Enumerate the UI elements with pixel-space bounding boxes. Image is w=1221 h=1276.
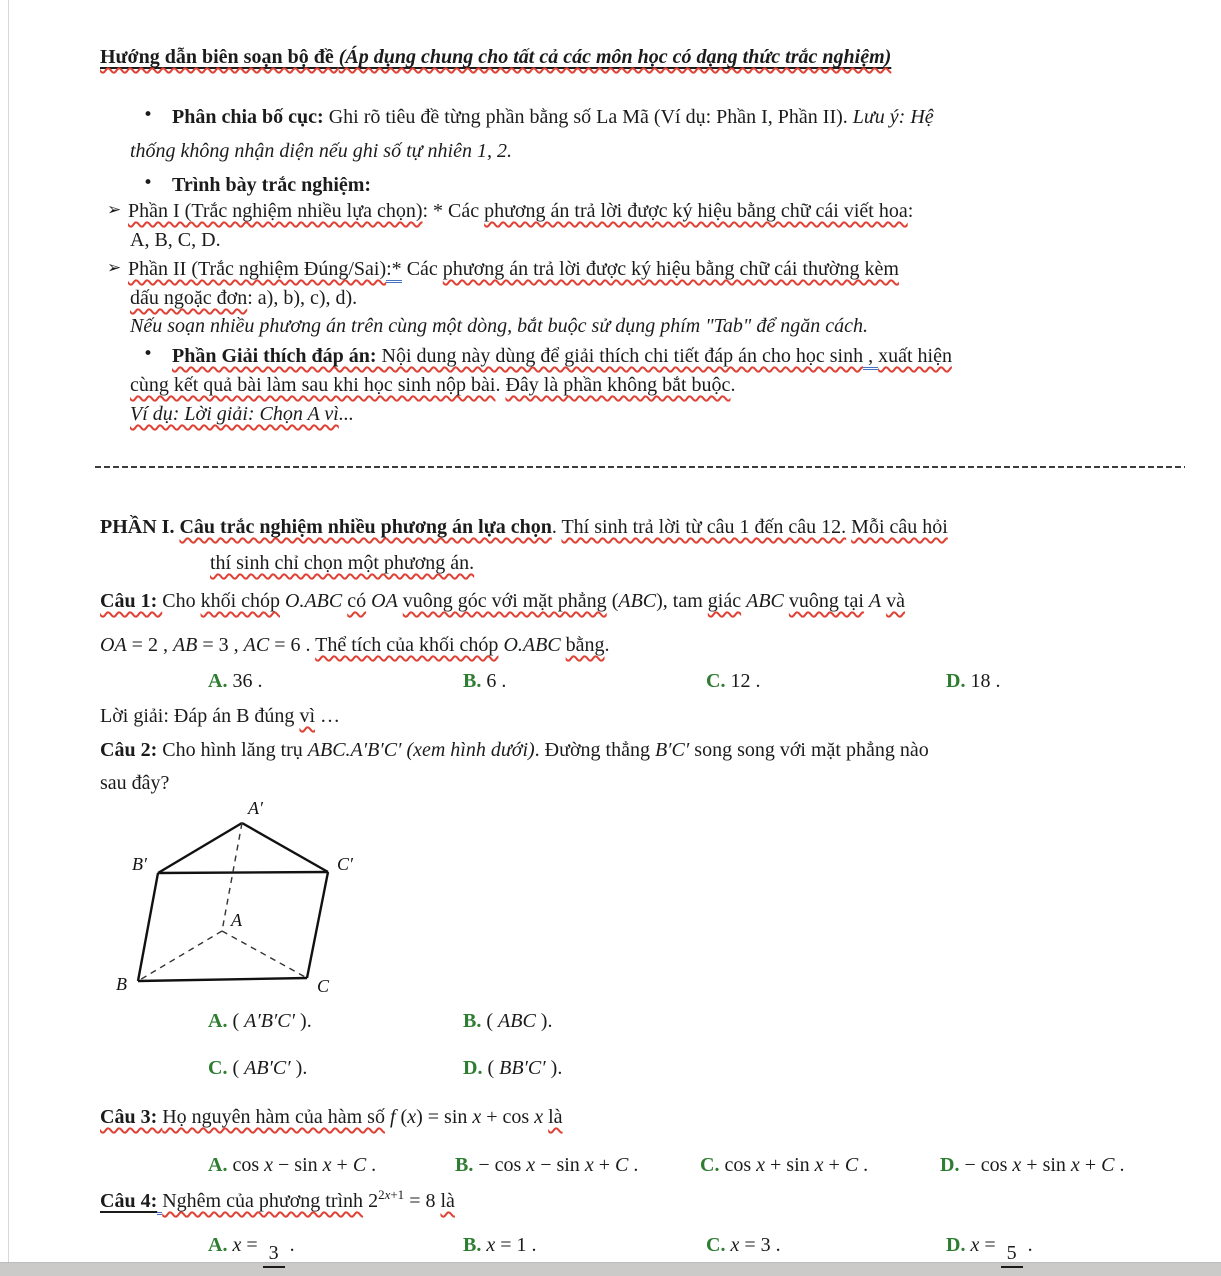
text-segment: = <box>241 1234 263 1256</box>
text-segment: ( <box>487 1057 500 1079</box>
text-segment: C. <box>706 670 731 692</box>
text-segment: Ví dụ: Lời giải: Chọn A vì <box>130 403 339 425</box>
text-segment: ). <box>295 1010 312 1032</box>
text-segment: Thí sinh trả lời từ câu 1 đến câu 12. <box>561 516 847 538</box>
prism-solid-edge <box>307 872 328 978</box>
text-segment: ). <box>535 1010 553 1032</box>
text-segment: bằng <box>565 634 605 656</box>
text-segment: xuất hiện <box>878 345 952 367</box>
part2-item-line2 <box>130 285 357 311</box>
text-segment: cos <box>724 1154 757 1176</box>
text-segment: AB′C′ <box>244 1057 291 1079</box>
text-segment: BB′C′ <box>499 1057 546 1079</box>
text-segment: ( <box>232 1010 245 1032</box>
text-segment: :* <box>386 258 402 283</box>
text-segment: Trình bày trắc nghiệm: <box>172 174 372 196</box>
text-segment: . Đường thẳng <box>534 739 655 761</box>
text-segment: . <box>1114 1154 1125 1176</box>
text-segment: C <box>614 1154 629 1176</box>
text-segment: giác <box>707 590 742 612</box>
text-segment: 18 . <box>970 670 1001 692</box>
q1-option-c <box>706 668 760 694</box>
text-segment: Đây là phần không bắt buộc <box>505 374 731 396</box>
text-segment: : a), b), c), d). <box>247 287 358 309</box>
q1-option-b <box>463 668 506 694</box>
text-segment: cùng kết quả bài làm sau khi học sinh nộp bài <box>130 374 496 396</box>
text-segment: . <box>604 634 610 656</box>
text-segment: 2 <box>363 1190 379 1212</box>
window-bottom-bar <box>0 1262 1221 1276</box>
text-segment: x <box>486 1234 496 1256</box>
text-segment: x <box>526 1154 536 1176</box>
text-segment: A′B′C′ <box>244 1010 296 1032</box>
q3-option-c <box>700 1152 868 1178</box>
text-segment: x <box>584 1154 594 1176</box>
text-segment: Phần Giải thích đáp án: <box>172 345 382 367</box>
text-segment: A <box>868 590 882 612</box>
text-segment: A, B, C, D. <box>130 229 221 251</box>
text-segment: ). <box>545 1057 563 1079</box>
text-segment: AC <box>243 634 270 656</box>
text-segment: Các <box>401 258 443 280</box>
prism-figure-holder <box>100 798 370 1008</box>
text-segment: ). <box>290 1057 308 1079</box>
text-segment: C. <box>208 1057 233 1079</box>
text-segment: − sin <box>535 1154 585 1176</box>
text-segment: A. <box>208 1154 233 1176</box>
part1-item-line1 <box>128 198 913 224</box>
prism-dashed-edge <box>222 931 307 978</box>
prism-solid-edge <box>158 823 242 873</box>
text-segment: = 3 . <box>739 1234 781 1256</box>
text-segment: OA <box>371 590 398 612</box>
text-segment: C. <box>706 1234 731 1256</box>
text-segment: B. <box>463 670 487 692</box>
text-segment: … <box>315 705 340 727</box>
text-segment: = 1 . <box>495 1234 537 1256</box>
text-segment: AB <box>172 634 198 656</box>
text-segment: . <box>495 374 506 396</box>
text-segment: . <box>730 374 736 396</box>
q4-option-c <box>706 1232 781 1258</box>
example-line <box>130 401 354 427</box>
q2-option-a <box>208 1008 312 1034</box>
text-segment: = 3 , <box>197 634 244 656</box>
text-segment: . <box>366 1154 377 1176</box>
text-segment: + <box>823 1154 845 1176</box>
text-segment: = <box>979 1234 1001 1256</box>
text-segment: • <box>143 173 154 193</box>
text-segment: O.ABC <box>285 590 343 612</box>
vertex-label: B <box>116 974 127 994</box>
text-segment: là <box>440 1190 455 1212</box>
question4-line1 <box>100 1188 455 1214</box>
dashed-separator <box>95 466 1185 468</box>
text-segment: ( <box>486 1010 499 1032</box>
text-segment: B. <box>463 1234 487 1256</box>
text-segment: x <box>232 1234 242 1256</box>
text-segment: ), tam <box>656 590 708 612</box>
text-segment: 12 . <box>730 670 761 692</box>
text-segment: f <box>389 1106 401 1128</box>
text-segment: khối chóp <box>200 590 281 612</box>
text-segment: Câu trắc nghiệm nhiều phương án lựa chọn <box>179 516 552 538</box>
text-segment: = 6 . <box>269 634 316 656</box>
text-segment: 36 . <box>232 670 263 692</box>
text-segment: C <box>352 1154 367 1176</box>
text-segment: ➢ <box>107 258 122 278</box>
q3-option-d <box>940 1152 1124 1178</box>
text-segment: x <box>384 1187 391 1202</box>
text-segment: x <box>1070 1154 1080 1176</box>
bullet-dot-3 <box>143 341 153 367</box>
text-segment: A. <box>208 1010 233 1032</box>
text-segment: và <box>886 590 905 612</box>
bullet2-line1 <box>172 172 371 198</box>
q2-option-c <box>208 1055 307 1081</box>
question1-line1 <box>100 588 905 614</box>
text-segment: C. <box>700 1154 725 1176</box>
text-segment: Nếu soạn nhiều phương án trên cùng một dòng, bắt buộc sử dụng phím "Tab" để ngăn cách. <box>130 315 868 337</box>
text-segment: + cos <box>481 1106 535 1128</box>
text-segment: − sin <box>273 1154 323 1176</box>
text-segment: x <box>1012 1154 1022 1176</box>
q3-option-a <box>208 1152 376 1178</box>
text-segment: Lời giải: Đáp án B đúng <box>100 705 300 727</box>
text-segment: thí sinh chỉ chọn một phương án. <box>210 552 475 574</box>
triangular-prism-figure <box>100 798 370 1003</box>
text-segment: cos <box>232 1154 265 1176</box>
text-segment: + sin <box>1021 1154 1071 1176</box>
text-segment: = 8 <box>404 1190 441 1212</box>
bullet3-line1 <box>172 343 952 369</box>
text-segment: + <box>593 1154 615 1176</box>
q1-option-d <box>946 668 1000 694</box>
text-segment: Nghêm của phương trình <box>162 1190 364 1212</box>
text-segment: . <box>858 1154 869 1176</box>
q3-option-b <box>455 1152 638 1178</box>
arrow-marker-1 <box>107 197 121 223</box>
text-segment: Câu 1: <box>100 590 163 612</box>
q4-option-a <box>208 1232 295 1268</box>
text-segment: x <box>264 1154 274 1176</box>
text-segment: ... <box>338 403 354 425</box>
text-segment: thống không nhận diện nếu ghi số tự nhiên 1, 2. <box>130 140 512 162</box>
bullet-dot-2 <box>143 170 153 196</box>
question3-line1 <box>100 1104 563 1130</box>
text-segment: Phần I (Trắc nghiệm nhiều lựa chọn) <box>128 200 423 222</box>
tab-note-line <box>130 313 868 339</box>
text-segment: D. <box>946 670 971 692</box>
q4-option-d <box>946 1232 1033 1268</box>
text-segment: ABC <box>618 590 657 612</box>
text-segment: : <box>907 200 914 222</box>
text-segment: Họ nguyên hàm của hàm số <box>162 1106 385 1128</box>
text-segment: ) = sin <box>416 1106 473 1128</box>
text-segment: ABC.A′B′C′ <box>307 739 407 761</box>
text-segment: Câu 3: <box>100 1106 163 1128</box>
text-segment: ( <box>606 590 619 612</box>
text-segment: Câu 2: <box>100 739 163 761</box>
text-segment: D. <box>940 1154 965 1176</box>
text-segment: Phần II (Trắc nghiệm Đúng/Sai) <box>128 258 387 280</box>
q1-option-a <box>208 668 262 694</box>
question2-line1 <box>100 737 929 763</box>
text-segment: Phân chia bố cục: <box>172 106 329 128</box>
text-segment: PHẦN I. <box>100 516 180 538</box>
section1-heading-line2 <box>210 550 474 576</box>
text-segment: . <box>628 1154 639 1176</box>
text-segment: . <box>284 1234 295 1256</box>
text-segment: OA <box>100 634 127 656</box>
text-segment: 3 <box>263 1242 285 1268</box>
text-segment: Hướng dẫn biên soạn bộ đề <box>100 46 339 68</box>
q2-option-b <box>463 1008 552 1034</box>
text-segment: x <box>322 1154 332 1176</box>
q4-option-b <box>463 1232 537 1258</box>
text-segment: x <box>756 1154 766 1176</box>
text-segment: , <box>863 345 878 370</box>
text-segment: − cos <box>964 1154 1013 1176</box>
text-segment: ABC <box>746 590 784 612</box>
text-segment: x <box>970 1234 980 1256</box>
text-segment: +1 <box>390 1187 405 1202</box>
text-segment: Cho <box>162 590 201 612</box>
text-segment: + <box>1079 1154 1102 1176</box>
text-segment: Ghi rõ tiêu đề từng phần bằng số La Mã (Ví dụ: Phần I, Phần II). <box>328 106 853 128</box>
text-segment: Mỗi câu hỏi <box>851 516 948 538</box>
text-segment: Nội dung này dùng để giải thích chi tiết đáp án cho học sinh <box>381 345 864 367</box>
text-segment: ( <box>232 1057 245 1079</box>
question1-line2 <box>100 632 610 658</box>
vertex-label: C <box>317 976 330 996</box>
text-segment: phương án trả lời được ký hiệu bằng chữ cái viết hoa <box>484 200 908 222</box>
doc-title-underline-wrap <box>100 46 891 68</box>
text-segment: A. <box>208 670 233 692</box>
section1-heading-line1 <box>100 514 948 540</box>
text-segment: vuông tại <box>788 590 864 612</box>
text-segment: C <box>844 1154 859 1176</box>
prism-solid-edge <box>158 872 328 873</box>
q2-option-d <box>463 1055 562 1081</box>
part2-item-line1 <box>128 256 899 282</box>
prism-dashed-edge <box>138 931 222 981</box>
text-segment: 2 <box>378 1187 385 1202</box>
text-segment: = 2 , <box>126 634 173 656</box>
text-segment: O.ABC <box>503 634 561 656</box>
bullet1-line2 <box>130 138 512 164</box>
text-segment: Thể tích của khối chóp <box>315 634 499 656</box>
text-segment: . <box>1022 1234 1033 1256</box>
bullet3-line2 <box>130 372 735 398</box>
text-segment: ABC <box>498 1010 536 1032</box>
vertex-label: B′ <box>132 854 147 874</box>
doc-title <box>100 44 891 70</box>
text-segment: là <box>548 1106 563 1128</box>
bullet-dot-1 <box>143 102 153 128</box>
text-segment: B. <box>455 1154 479 1176</box>
text-segment: x <box>730 1234 740 1256</box>
page-left-edge <box>8 0 9 1275</box>
vertex-label: A′ <box>248 798 263 818</box>
text-segment: A. <box>208 1234 233 1256</box>
text-segment: (xem hình dưới) <box>406 739 535 761</box>
text-segment: song song với mặt phẳng nào <box>689 739 929 761</box>
prism-solid-edge <box>138 978 307 981</box>
text-segment: x <box>814 1154 824 1176</box>
text-segment: sau đây? <box>100 772 170 794</box>
text-segment: 5 <box>1001 1242 1023 1268</box>
text-segment: B′C′ <box>654 739 690 761</box>
text-segment: Cho hình lăng trụ <box>162 739 308 761</box>
text-segment: Lưu ý: Hệ <box>852 106 934 128</box>
prism-solid-edge <box>242 823 328 872</box>
text-segment: : * Các <box>422 200 485 222</box>
text-segment: x <box>407 1106 417 1128</box>
text-segment: + <box>331 1154 353 1176</box>
text-segment: • <box>143 344 154 364</box>
text-segment: ➢ <box>107 200 122 220</box>
text-segment: • <box>143 105 154 125</box>
arrow-marker-2 <box>107 255 121 281</box>
vertex-label: C′ <box>337 854 353 874</box>
text-segment: vì <box>299 705 315 727</box>
text-segment: vuông góc với mặt phẳng <box>402 590 607 612</box>
text-segment: 6 . <box>486 670 507 692</box>
text-segment: D. <box>946 1234 971 1256</box>
bullet1-line1 <box>172 104 934 130</box>
text-segment: phương án trả lời được ký hiệu bằng chữ cái thường kèm <box>442 258 899 280</box>
text-segment: (Áp dụng chung cho tất cả các môn học có dạng thức trắc nghiệm) <box>338 46 892 68</box>
part1-item-line2 <box>130 227 221 253</box>
text-segment: B. <box>463 1010 487 1032</box>
text-segment: − cos <box>478 1154 527 1176</box>
text-segment: . <box>551 516 562 538</box>
vertex-label: A <box>231 910 242 930</box>
q1-solution-line <box>100 703 340 729</box>
text-segment: x <box>472 1106 482 1128</box>
text-segment: dấu ngoặc đơn <box>130 287 248 309</box>
text-segment: có <box>347 590 367 612</box>
text-segment: + sin <box>765 1154 815 1176</box>
prism-solid-edge <box>138 873 158 981</box>
text-segment: Câu 4: <box>100 1190 158 1212</box>
text-segment: C <box>1101 1154 1115 1176</box>
question2-line2 <box>100 770 169 796</box>
text-segment: D. <box>463 1057 488 1079</box>
text-segment: ( <box>400 1106 408 1128</box>
text-segment: x <box>534 1106 544 1128</box>
